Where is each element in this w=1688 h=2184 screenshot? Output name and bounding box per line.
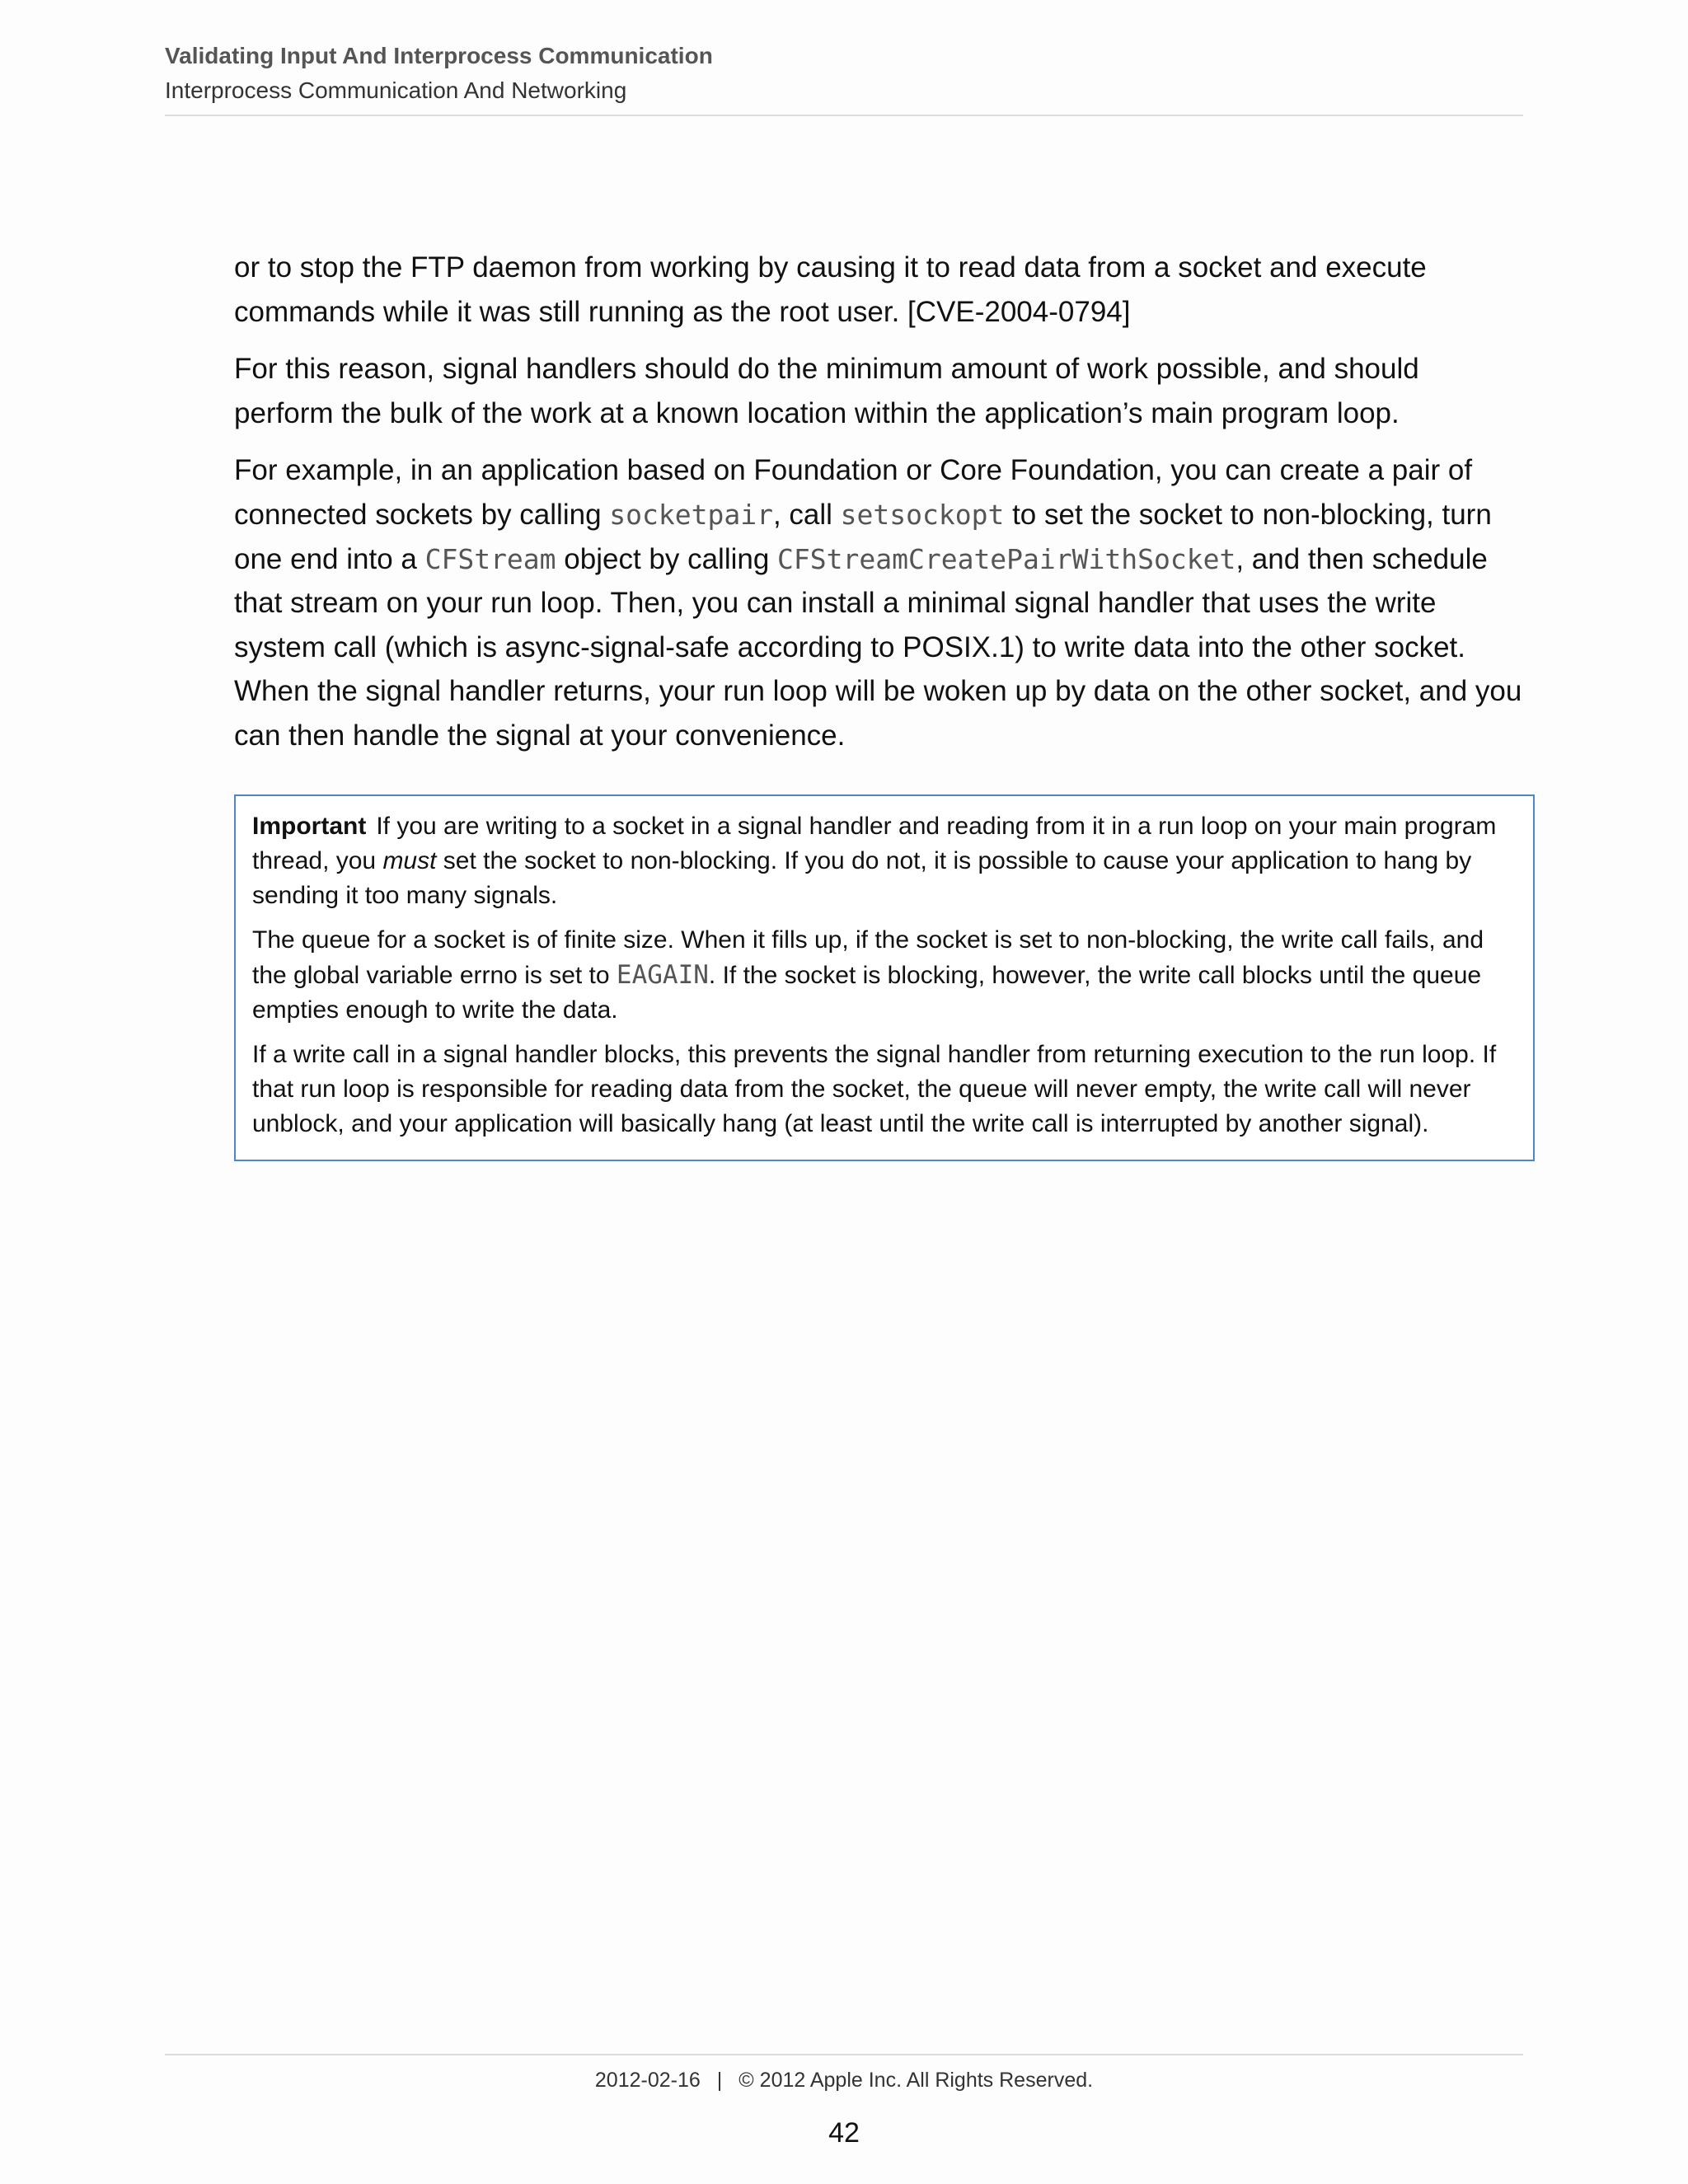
text-run: . If the socket is blocking, however, the write call blocks until the queue empties enough to write the data. (252, 962, 1482, 1024)
main-content (234, 246, 1525, 771)
note-paragraph-1 (252, 809, 1518, 913)
note-label: Important (252, 813, 367, 840)
text-run: , call (772, 498, 841, 531)
footer-date: 2012-02-16 (594, 2069, 701, 2092)
body-paragraph-1: or to stop the FTP daemon from working by causing it to read data from a socket and execute commands while it was still running as the root user. [CVE-2004-0794] (234, 251, 1427, 328)
code-setsockopt: setsockopt (840, 498, 1005, 531)
text-run: If you are writing to a socket in a signal handler and reading from it in a run loop on your main program thread, you (252, 813, 1497, 874)
note-paragraph-2 (252, 923, 1518, 1028)
footer-separator: | (716, 2069, 723, 2092)
header-section-title: Interprocess Communication And Networking (165, 77, 627, 103)
text-run: set the socket to non-blocking. If you do not, it is possible to cause your application to hang by sending it too many signals. (252, 847, 1472, 909)
running-header (165, 40, 1523, 107)
code-eagain: EAGAIN (616, 960, 709, 990)
note-paragraph-3: If a write call in a signal handler blocks, this prevents the signal handler from returning execution to the run loop. If that run loop is responsible for reading data from the socket, the queue will never empty, the write call will never unblock, and your application will basically hang (at least until the write call is interrupted by another signal). (252, 1041, 1497, 1137)
text-run: , and then schedule that stream on your run loop. Then, you can install a minimal signal handler that uses the write system call (which is async-signal-safe according to POSIX.1) to write data into the other socket. When the signal handler returns, your run loop will be woken up by data on the other socket, and you can then handle the signal at your convenience. (234, 542, 1522, 752)
body-paragraph-2: For this reason, signal handlers should do the minimum amount of work possible, and should perform the bulk of the work at a known location within the application’s main program loop. (234, 353, 1419, 429)
page-number: 42 (828, 2117, 860, 2149)
text-run: object by calling (556, 542, 778, 575)
code-cfstreamcreatepairwithsocket: CFStreamCreatePairWithSocket (777, 542, 1236, 575)
footer-copyright: © 2012 Apple Inc. All Rights Reserved. (738, 2069, 1094, 2092)
text-run: to set the socket to non-blocking, turn one end into a (234, 498, 1492, 575)
code-cfstream: CFStream (424, 542, 556, 575)
header-divider (165, 115, 1523, 116)
footer-meta (0, 2065, 1688, 2095)
important-note-box (234, 794, 1535, 1161)
text-run: The queue for a socket is of finite size. When it fills up, if the socket is set to non-blocking, the write call fails, and the global variable errno is set to (252, 926, 1484, 989)
header-chapter-title: Validating Input And Interprocess Communication (165, 43, 713, 68)
emphasis-must: must (382, 847, 437, 874)
text-run: For example, in an application based on Foundation or Core Foundation, you can create a pair of connected sockets by calling (234, 454, 1473, 531)
code-socketpair: socketpair (609, 498, 773, 531)
footer-divider (165, 2054, 1523, 2055)
body-paragraph-3 (234, 448, 1525, 757)
